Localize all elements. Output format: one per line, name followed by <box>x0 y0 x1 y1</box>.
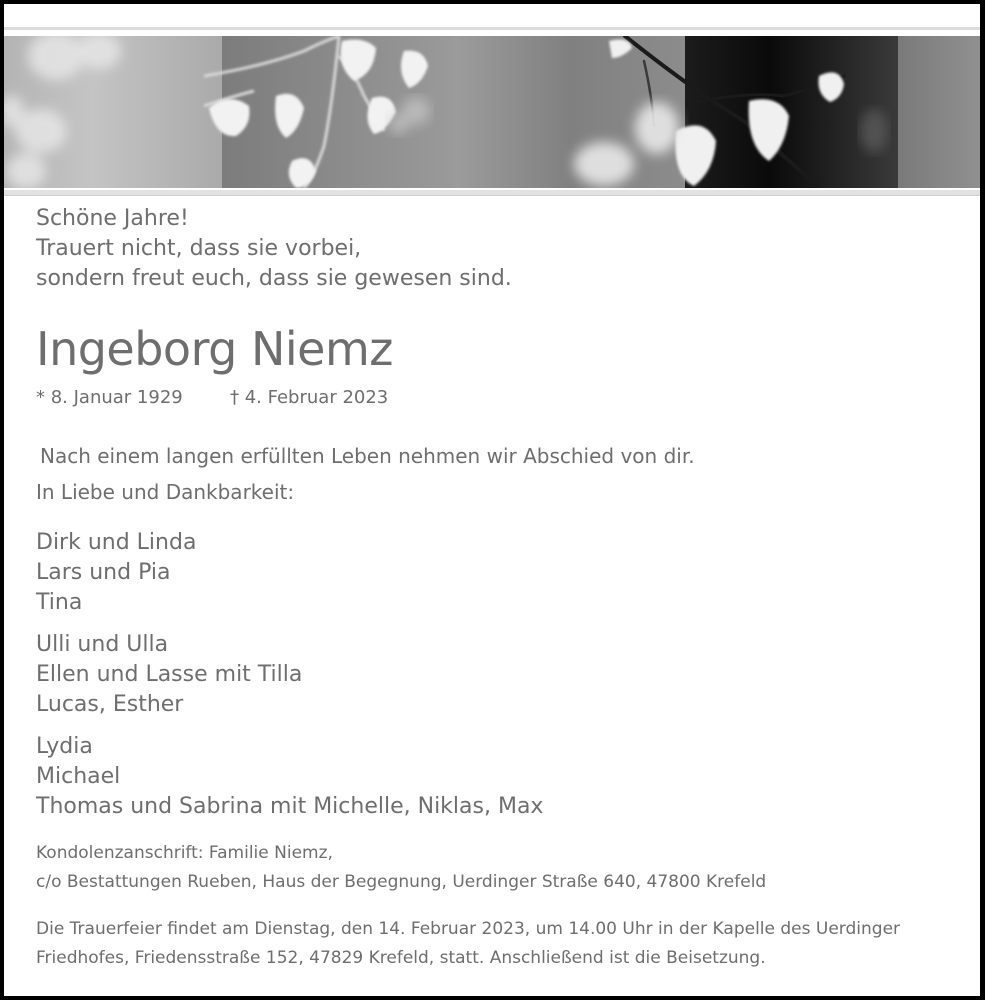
mourner-name: Michael <box>36 764 121 789</box>
mourner-name: Lars und Pia <box>36 560 171 585</box>
deceased-name: Ingeborg Niemz <box>36 322 393 376</box>
mourner-name: Lydia <box>36 734 93 759</box>
dedication-text: In Liebe und Dankbarkeit: <box>36 480 295 504</box>
fern-leaves-illustration <box>4 36 980 188</box>
mourner-name: Lucas, Esther <box>36 692 184 717</box>
bottom-divider <box>4 190 980 196</box>
death-date: † 4. Februar 2023 <box>230 387 389 408</box>
mourner-name: Ellen und Lasse mit Tilla <box>36 662 303 687</box>
mourner-name: Ulli und Ulla <box>36 632 169 657</box>
service-info-line-2: Friedhofes, Friedensstraße 152, 47829 Krefeld, statt. Anschließend ist die Beisetzung. <box>36 948 766 968</box>
service-info-line-1: Die Trauerfeier findet am Dienstag, den 14. Februar 2023, um 14.00 Uhr in der Kapelle des Uerdinger <box>36 919 901 939</box>
banner-image <box>4 36 980 188</box>
condolence-address-line-1: Kondolenzanschrift: Familie Niemz, <box>36 843 333 863</box>
mourner-name: Thomas und Sabrina mit Michelle, Niklas, Max <box>36 794 544 819</box>
motto-line-3: sondern freut euch, dass sie gewesen sind. <box>36 266 512 291</box>
motto-line-2: Trauert nicht, dass sie vorbei, <box>36 236 362 261</box>
obituary-card <box>4 4 980 996</box>
condolence-address-line-2: c/o Bestattungen Rueben, Haus der Begegnung, Uerdinger Straße 640, 47800 Krefeld <box>36 872 767 892</box>
top-divider <box>4 27 980 30</box>
motto-line-1: Schöne Jahre! <box>36 206 189 231</box>
mourner-name: Dirk und Linda <box>36 530 197 555</box>
birth-date: * 8. Januar 1929 <box>36 387 183 408</box>
farewell-text: Nach einem langen erfüllten Leben nehmen wir Abschied von dir. <box>40 444 695 468</box>
mourner-name: Tina <box>36 590 83 615</box>
